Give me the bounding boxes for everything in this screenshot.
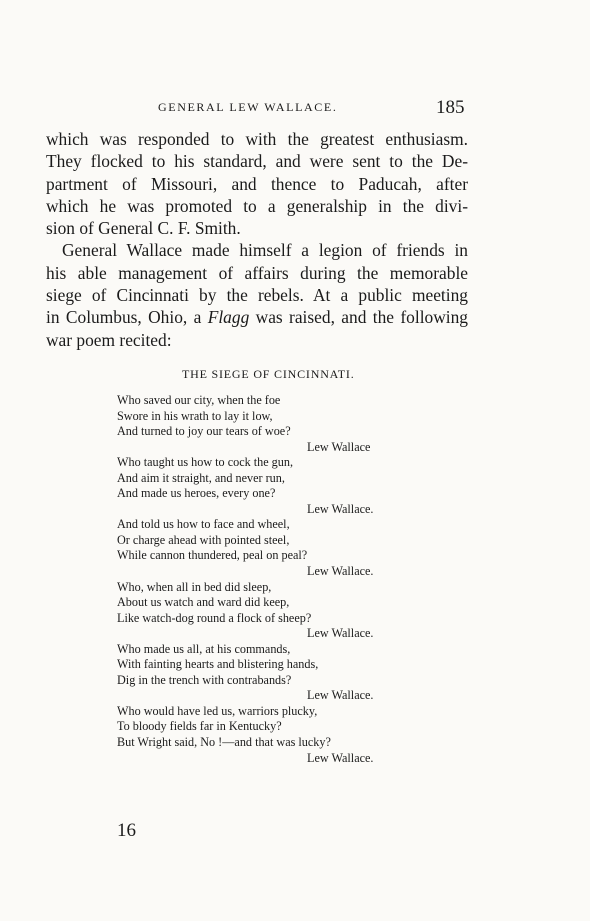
poem-line: While cannon thundered, peal on peal? bbox=[117, 548, 308, 563]
text-line: sion of General C. F. Smith. bbox=[46, 218, 241, 239]
text-line: his able management of affairs during the memorable bbox=[46, 262, 468, 283]
poem-line: And aim it straight, and never run, bbox=[117, 470, 285, 485]
text-line bbox=[46, 306, 468, 328]
refrain-signature: Lew Wallace. bbox=[307, 688, 374, 703]
poem bbox=[117, 393, 477, 766]
poem-line: Who made us all, at his commands, bbox=[117, 641, 291, 656]
text-fragment: was raised, and the following bbox=[249, 307, 469, 328]
text-line: which he was promoted to a generalship in the divi- bbox=[46, 195, 468, 216]
poem-line: Who taught us how to cock the gun, bbox=[117, 455, 294, 470]
printer-signature-mark: 16 bbox=[117, 820, 136, 841]
text-fragment: in Columbus, Ohio, a bbox=[46, 307, 208, 328]
text-line: partment of Missouri, and thence to Paducah, after bbox=[46, 173, 468, 194]
poem-line: Who, when all in bed did sleep, bbox=[117, 579, 272, 594]
poem-line: To bloody fields far in Kentucky? bbox=[117, 719, 282, 734]
running-title: GENERAL LEW WALLACE. bbox=[158, 100, 338, 114]
poem-line: Who would have led us, warriors plucky, bbox=[117, 703, 318, 718]
poem-line: And told us how to face and wheel, bbox=[117, 517, 290, 532]
page-header bbox=[0, 97, 590, 121]
poem-title: THE SIEGE OF CINCINNATI. bbox=[182, 367, 355, 381]
poem-line: And turned to joy our tears of woe? bbox=[117, 424, 291, 439]
poem-line: Like watch-dog round a flock of sheep? bbox=[117, 610, 312, 625]
italic-name: Flagg bbox=[207, 307, 250, 328]
poem-line: Dig in the trench with contrabands? bbox=[117, 672, 292, 687]
refrain-signature: Lew Wallace. bbox=[307, 501, 374, 516]
body-text bbox=[46, 128, 468, 351]
poem-line: And made us heroes, every one? bbox=[117, 486, 276, 501]
poem-line: Who saved our city, when the foe bbox=[117, 393, 281, 407]
text-line: They flocked to his standard, and were sent to the De- bbox=[46, 151, 468, 172]
poem-line: About us watch and ward did keep, bbox=[117, 595, 290, 610]
refrain-signature: Lew Wallace. bbox=[307, 750, 374, 765]
refrain-signature: Lew Wallace bbox=[307, 439, 371, 454]
poem-line: Or charge ahead with pointed steel, bbox=[117, 532, 290, 547]
poem-line: With fainting hearts and blistering hands, bbox=[117, 657, 319, 672]
refrain-signature: Lew Wallace. bbox=[307, 564, 374, 579]
text-line: General Wallace made himself a legion of friends in bbox=[62, 240, 468, 261]
poem-line: Swore in his wrath to lay it low, bbox=[117, 408, 273, 423]
page-number: 185 bbox=[436, 97, 465, 118]
text-line: siege of Cincinnati by the rebels. At a public meeting bbox=[46, 285, 468, 306]
text-line: which was responded to with the greatest enthusiasm. bbox=[46, 129, 468, 149]
poem-line: But Wright said, No !—and that was lucky? bbox=[117, 735, 331, 750]
text-line: war poem recited: bbox=[46, 329, 172, 350]
refrain-signature: Lew Wallace. bbox=[307, 626, 374, 641]
